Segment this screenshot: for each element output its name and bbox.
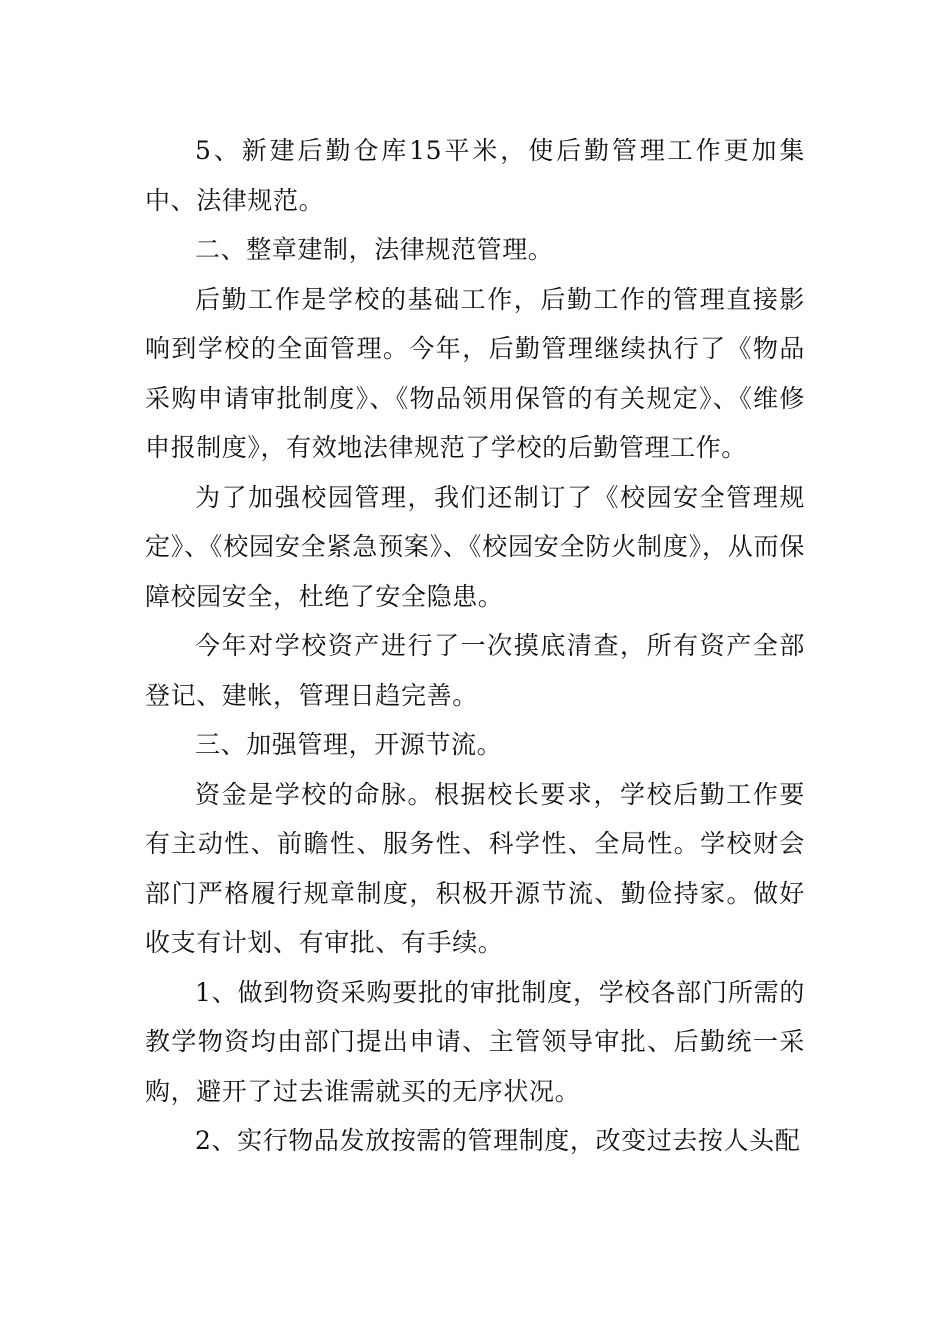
- paragraph-item-1-procurement: 1、做到物资采购要批的审批制度，学校各部门所需的教学物资均由部门提出申请、主管领导审批、后勤统一采购，避开了过去谁需就买的无序状况。: [145, 977, 805, 1106]
- paragraph-funding: 资金是学校的命脉。根据校长要求，学校后勤工作要有主动性、前瞻性、服务性、科学性、全局性。学校财会部门严格履行规章制度，积极开源节流、勤俭持家。做好收支有计划、有审批、有手续。: [145, 779, 805, 957]
- paragraph-campus-safety: 为了加强校园管理，我们还制订了《校园安全管理规定》、《校园安全紧急预案》、《校园安全防火制度》，从而保障校园安全，杜绝了安全隐患。: [145, 482, 805, 611]
- section-heading-3: 三、加强管理，开源节流。: [195, 730, 503, 759]
- paragraph-asset-inventory: 今年对学校资产进行了一次摸底清查，所有资产全部登记、建帐，管理日趋完善。: [145, 631, 805, 710]
- document-body: [145, 126, 805, 1166]
- paragraph-logistics-rules: 后勤工作是学校的基础工作，后勤工作的管理直接影响到学校的全面管理。今年，后勤管理继续执行了《物品采购申请审批制度》、《物品领用保管的有关规定》、《维修申报制度》，有效地法律规范了学校的后勤管理工作。: [145, 284, 805, 462]
- paragraph-item-5-warehouse: 5、新建后勤仓库15平米，使后勤管理工作更加集中、法律规范。: [145, 136, 805, 215]
- section-heading-2: 二、整章建制，法律规范管理。: [195, 235, 554, 264]
- paragraph-item-2-distribution: 2、实行物品发放按需的管理制度，改变过去按人头配: [195, 1126, 801, 1155]
